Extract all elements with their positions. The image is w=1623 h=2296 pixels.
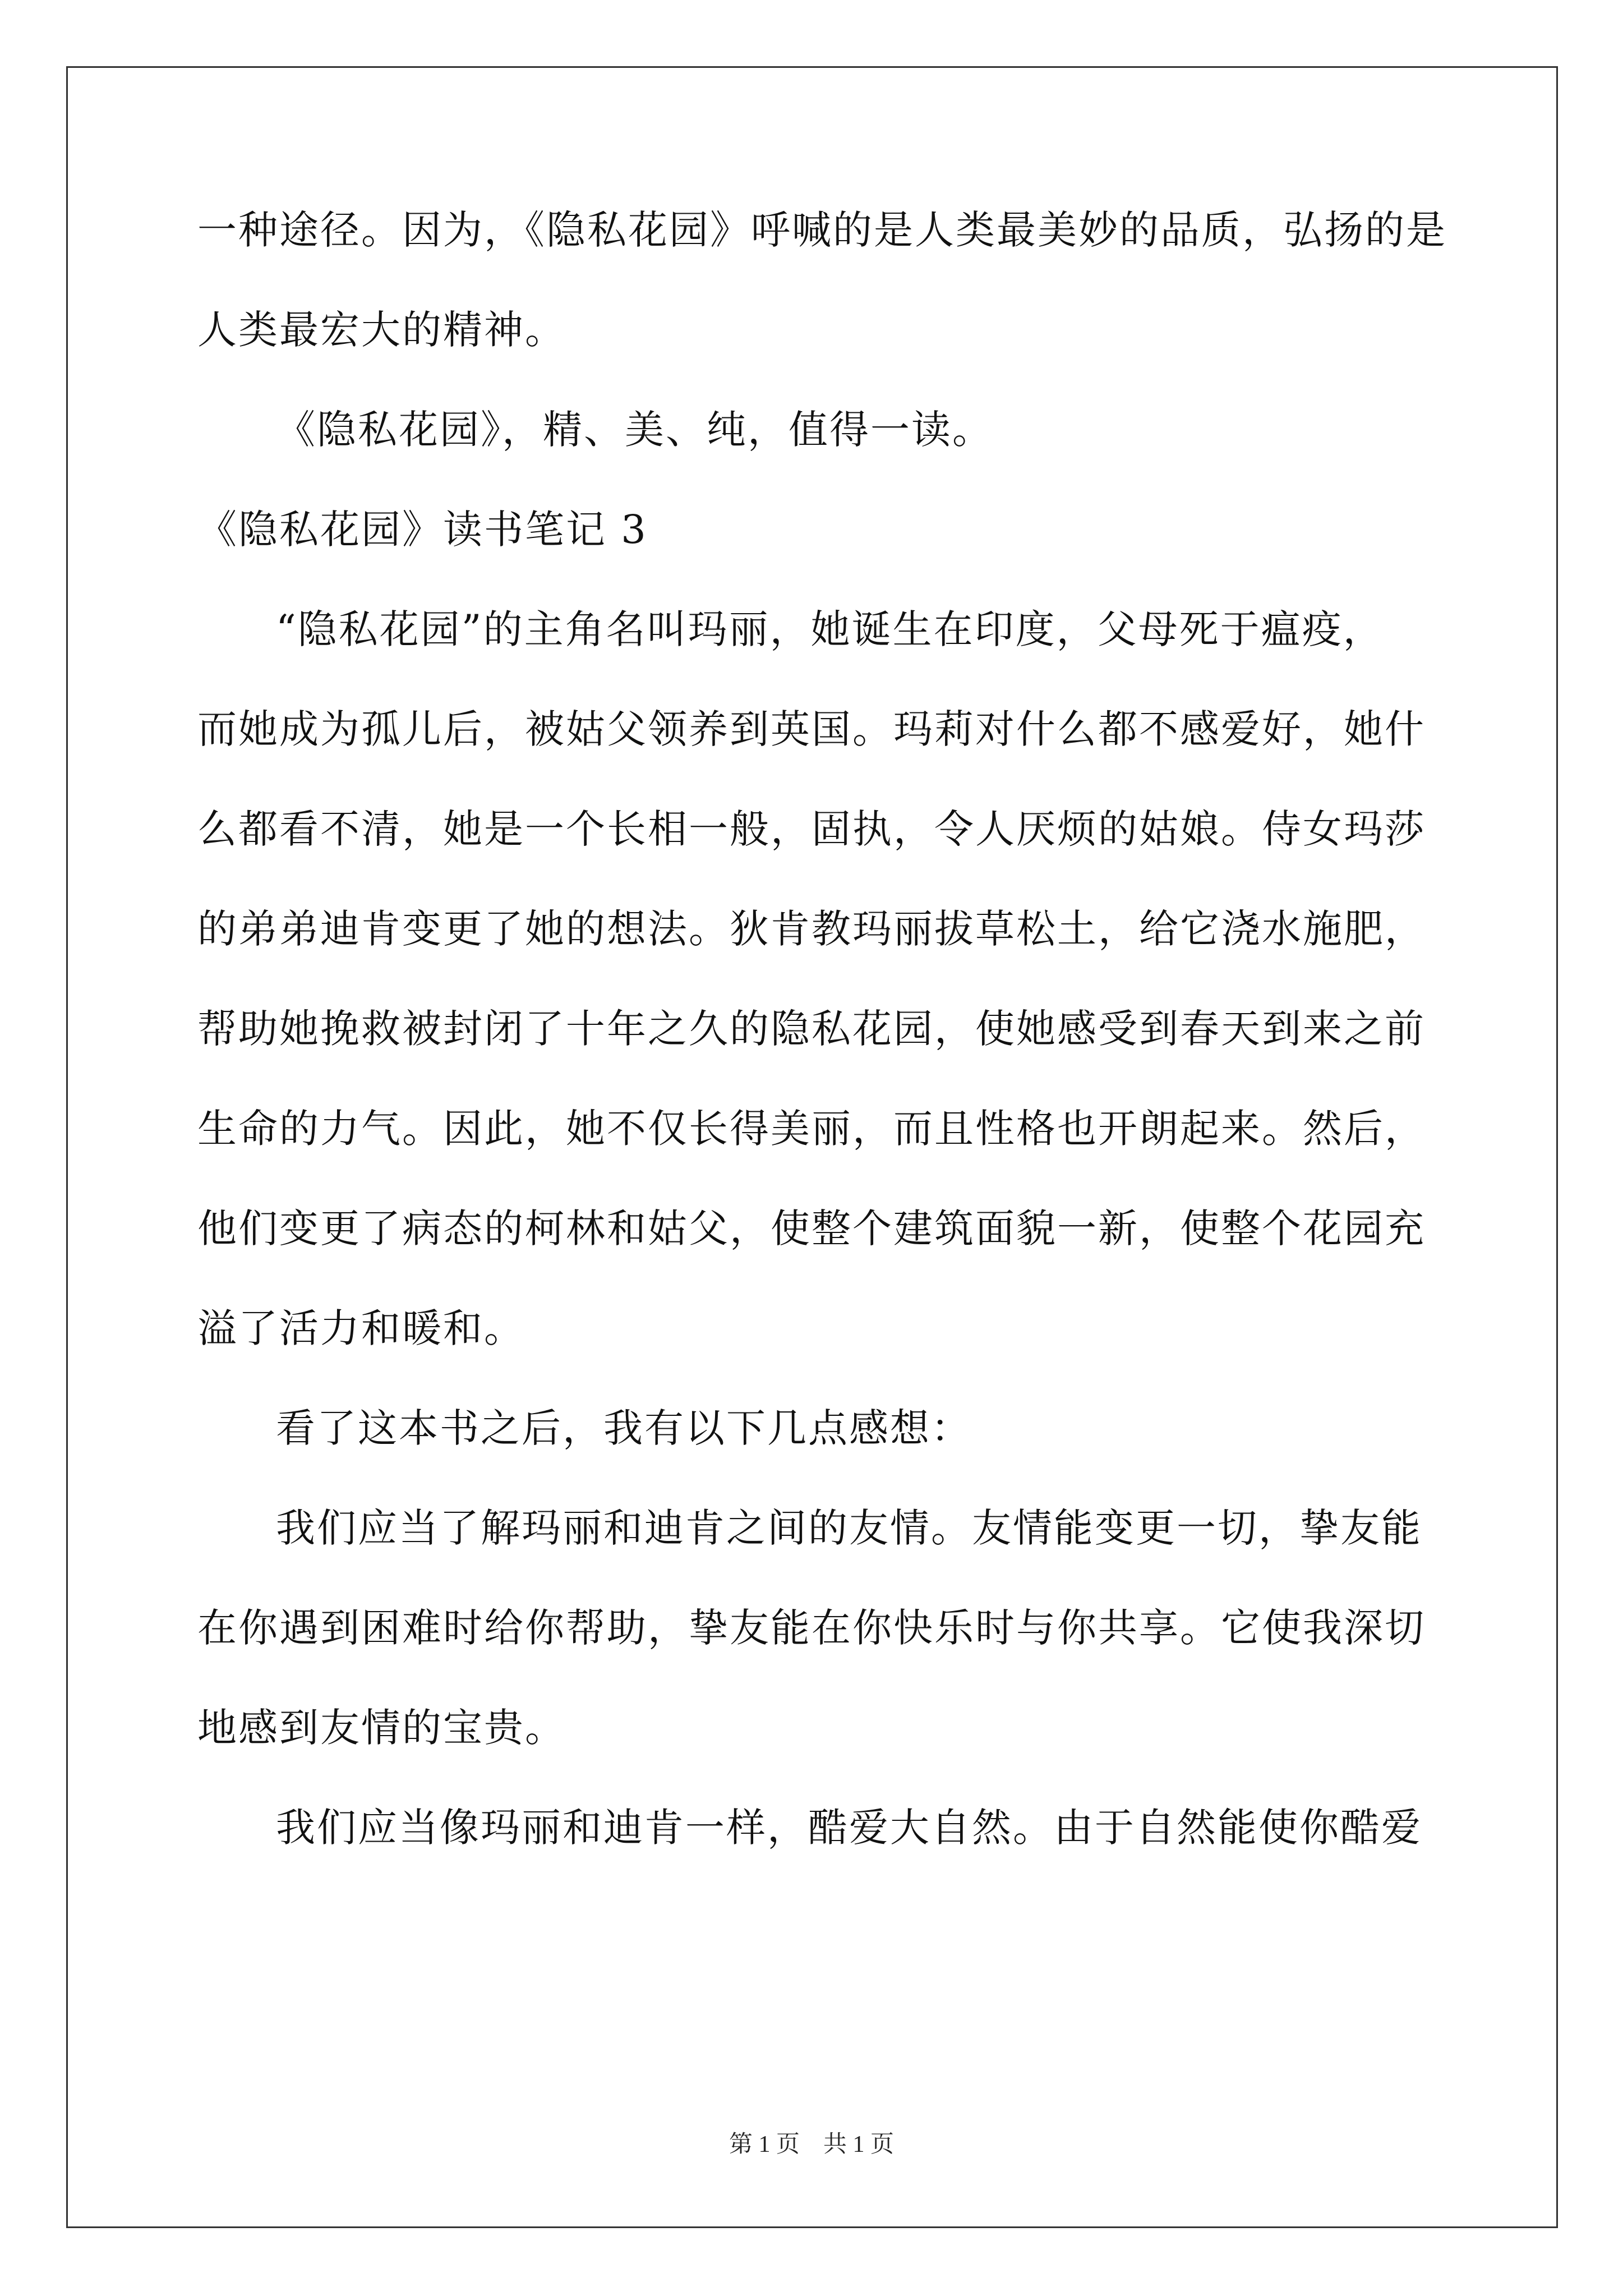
text-line: “隐私花园”的主角名叫玛丽，她诞生在印度，父母死于瘟疫， (276, 606, 1384, 652)
text-line: 他们变更了病态的柯林和姑父，使整个建筑面貌一新，使整个花园充 (197, 1205, 1426, 1251)
text-line: 我们应当像玛丽和迪肯一样，酷爱大自然。由于自然能使你酷爱 (276, 1805, 1422, 1851)
text-line: 看了这本书之后，我有以下几点感想： (276, 1405, 972, 1451)
text-line: 我们应当了解玛丽和迪肯之间的友情。友情能变更一切，挚友能 (276, 1505, 1422, 1551)
text-line: 的弟弟迪肯变更了她的想法。狄肯教玛丽拔草松土，给它浇水施肥， (197, 906, 1426, 952)
page-footer: 第 1 页 共 1 页 (728, 2132, 894, 2157)
text-line: 地感到友情的宝贵。 (197, 1705, 566, 1751)
text-line: 而她成为孤儿后，被姑父领养到英国。玛莉对什么都不感爱好，她什 (197, 706, 1426, 752)
text-line: 一种途径。因为，《隐私花园》呼喊的是人类最美妙的品质，弘扬的是 (197, 207, 1447, 253)
text-line: 么都看不清，她是一个长相一般，固执，令人厌烦的姑娘。侍女玛莎 (197, 806, 1426, 852)
text-line: 生命的力气。因此，她不仅长得美丽，而且性格也开朗起来。然后， (197, 1106, 1426, 1152)
section-heading: 《隐私花园》读书笔记 3 (197, 507, 648, 553)
text-line: 人类最宏大的精神。 (197, 307, 566, 353)
document-body (197, 207, 1447, 1908)
text-line: 溢了活力和暖和。 (197, 1305, 525, 1351)
text-line: 《隐私花园》，精、美、纯，值得一读。 (276, 407, 993, 453)
text-line: 在你遇到困难时给你帮助，挚友能在你快乐时与你共享。它使我深切 (197, 1605, 1426, 1651)
text-line: 帮助她挽救被封闭了十年之久的隐私花园，使她感受到春天到来之前 (197, 1006, 1426, 1052)
